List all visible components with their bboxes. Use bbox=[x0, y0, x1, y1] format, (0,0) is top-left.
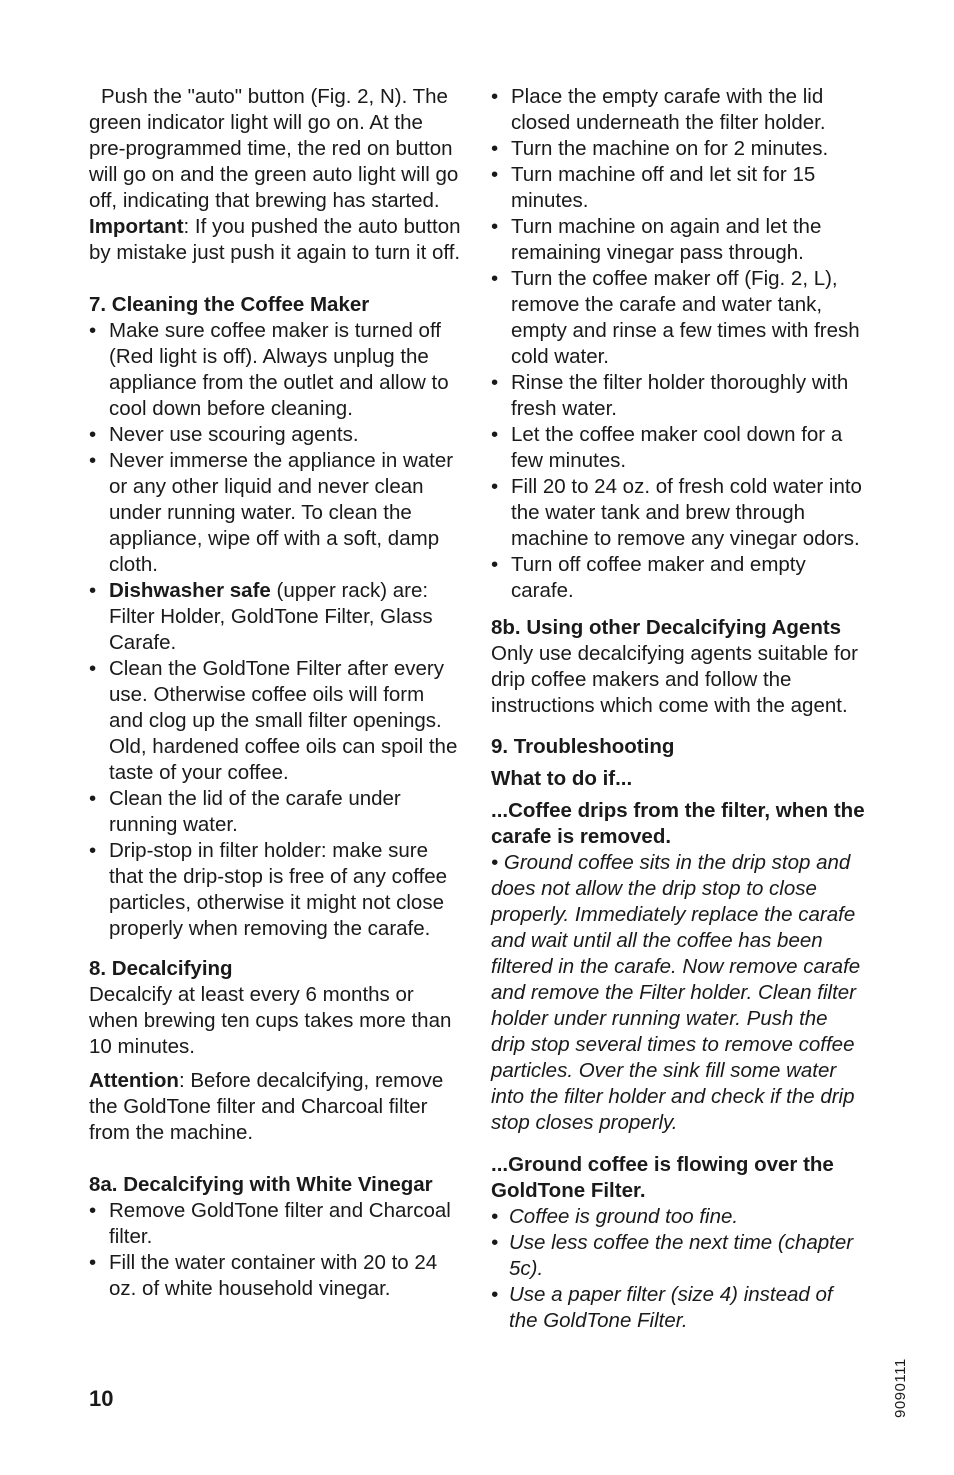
dishwasher-text: (upper rack) are: Filter Holder, GoldTone Filter, Glass Carafe. bbox=[109, 579, 433, 654]
cleaning-list bbox=[89, 318, 464, 942]
list-item: • Fill the water container with 20 to 24 oz. of white household vinegar. bbox=[89, 1250, 464, 1302]
list-item: • Place the empty carafe with the lid closed underneath the filter holder. bbox=[491, 84, 866, 136]
drips-text: • Ground coffee sits in the drip stop and does not allow the drip stop to close properly. Immediately replace the carafe and wait until all the coffee has been filtered in the carafe. Now remove carafe and remove the Filter holder. Clean filter holder under running water. Push the drip stop several times to remove coffee particles. Over the sink fill some water into the filter holder and check if the drip stop closes properly. bbox=[491, 851, 861, 1134]
list-item: • Drip-stop in filter holder: make sure that the drip-stop is free of any coffee particles, otherwise it might not close properly when removing the carafe. bbox=[89, 838, 464, 942]
document-code: 9090111 bbox=[892, 1358, 909, 1418]
list-item: • Let the coffee maker cool down for a few minutes. bbox=[491, 422, 866, 474]
list-item: • Use less coffee the next time (chapter 5c). bbox=[491, 1230, 866, 1282]
list-item: • Clean the GoldTone Filter after every use. Otherwise coffee oils will form and clog up the small filter openings. Old, hardened coffee oils can spoil the taste of your coffee. bbox=[89, 656, 464, 786]
left-column bbox=[89, 84, 464, 1302]
list-item: • Never use scouring agents. bbox=[89, 422, 464, 448]
attention-label: Attention bbox=[89, 1069, 179, 1092]
flowing-heading: ...Ground coffee is flowing over the GoldTone Filter. bbox=[491, 1153, 834, 1202]
list-item: • Use a paper filter (size 4) instead of the GoldTone Filter. bbox=[491, 1282, 866, 1334]
list-item: • Rinse the filter holder thoroughly with fresh water. bbox=[491, 370, 866, 422]
list-item: • Turn off coffee maker and empty carafe. bbox=[491, 552, 866, 604]
list-item: • Turn the machine on for 2 minutes. bbox=[491, 136, 866, 162]
important-text: : If you pushed the auto button by mistake just push it again to turn it off. bbox=[89, 215, 461, 264]
important-label: Important bbox=[89, 215, 184, 238]
dishwasher-label: Dishwasher safe bbox=[109, 579, 271, 602]
other-agents-heading: 8b. Using other Decalcifying Agents bbox=[491, 616, 842, 639]
vinegar-list-continued bbox=[491, 84, 866, 604]
intro-paragraph: Push the "auto" button (Fig. 2, N). The green indicator light will go on. At the pre-programmed time, the red on button will go on and the green auto light will go off, indicating that brewing has started. bbox=[89, 85, 459, 212]
important-note bbox=[89, 214, 464, 266]
cleaning-heading: 7. Cleaning the Coffee Maker bbox=[89, 293, 370, 316]
list-item: • Turn the coffee maker off (Fig. 2, L), remove the carafe and water tank, empty and rinse a few times with fresh cold water. bbox=[491, 266, 866, 370]
what-to-do-heading: What to do if... bbox=[491, 767, 633, 790]
vinegar-list bbox=[89, 1198, 464, 1302]
decalcifying-text: Decalcify at least every 6 months or when brewing ten cups takes more than 10 minutes. bbox=[89, 983, 452, 1058]
troubleshooting-heading: 9. Troubleshooting bbox=[491, 735, 675, 758]
flowing-list bbox=[491, 1204, 866, 1334]
list-item: • Clean the lid of the carafe under running water. bbox=[89, 786, 464, 838]
right-column bbox=[491, 84, 866, 1334]
list-item: • Turn machine off and let sit for 15 minutes. bbox=[491, 162, 866, 214]
list-item bbox=[89, 578, 464, 656]
list-item: • Coffee is ground too fine. bbox=[491, 1204, 866, 1230]
drips-heading: ...Coffee drips from the filter, when the carafe is removed. bbox=[491, 799, 865, 848]
list-item: • Turn machine on again and let the remaining vinegar pass through. bbox=[491, 214, 866, 266]
attention-note bbox=[89, 1068, 464, 1146]
list-item: • Make sure coffee maker is turned off (Red light is off). Always unplug the appliance from the outlet and allow to cool down before cleaning. bbox=[89, 318, 464, 422]
list-item: • Fill 20 to 24 oz. of fresh cold water into the water tank and brew through machine to remove any vinegar odors. bbox=[491, 474, 866, 552]
list-item: • Remove GoldTone filter and Charcoal filter. bbox=[89, 1198, 464, 1250]
page-number: 10 bbox=[89, 1386, 114, 1411]
vinegar-heading: 8a. Decalcifying with White Vinegar bbox=[89, 1173, 433, 1196]
attention-text: : Before decalcifying, remove the GoldTone filter and Charcoal filter from the machine. bbox=[89, 1069, 444, 1144]
other-agents-text: Only use decalcifying agents suitable for drip coffee makers and follow the instructions which come with the agent. bbox=[491, 642, 858, 717]
list-item: • Never immerse the appliance in water or any other liquid and never clean under running water. To clean the appliance, wipe off with a soft, damp cloth. bbox=[89, 448, 464, 578]
decalcifying-heading: 8. Decalcifying bbox=[89, 957, 233, 980]
